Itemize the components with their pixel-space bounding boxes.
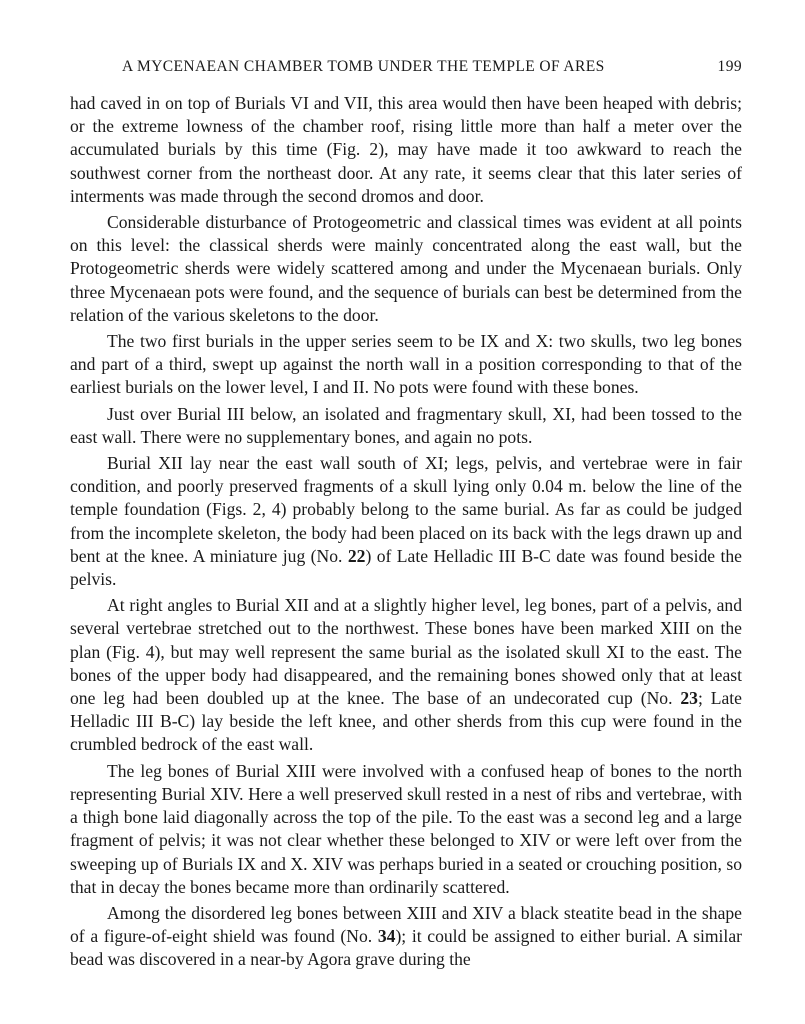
paragraph-text: Just over Burial III below, an isolated and fragmentary skull, XI, had been tossed to the east wall. There were no supplementary bones, and again no pots. (70, 403, 742, 447)
catalog-number: 34 (377, 926, 396, 947)
paragraph (70, 902, 742, 972)
paragraph (70, 211, 742, 327)
paragraph-text: ); it could be assigned to either burial. A similar bead was discovered in a near-by Agora grave during the (70, 926, 742, 970)
paragraph-text: Considerable disturbance of Protogeometric and classical times was evident at all points on this level: the classical sherds were mainly concentrated along the east wall, but the Protogeometric sherds were widely scattered among and under the Mycenaean burials. Only three Mycenaean pots were found, and the sequence of burials can best be determined from the relation of the various skeletons to the door. (70, 212, 742, 325)
page-number: 199 (717, 58, 742, 75)
paragraph (70, 330, 742, 400)
paragraph-text: Among the disordered leg bones between XIII and XIV a black steatite bead in the shape of a figure-of-eight shield was found (No. (70, 902, 742, 947)
paragraph-text: The leg bones of Burial XIII were involved with a confused heap of bones to the north representing Burial XIV. Here a well preserved skull rested in a nest of ribs and vertebrae, with a thigh bone laid diagonally across the top of the pile. To the east was a second leg and a large fragment of pelvis; it was not clear whether these belonged to XIV or were left over from the sweeping up of Burials IX and X. XIV was perhaps buried in a seated or crouching position, so that in decay the bones became more than ordinarily scattered. (70, 760, 742, 897)
catalog-number: 22 (347, 545, 366, 566)
paragraph-text: At right angles to Burial XII and at a slightly higher level, leg bones, part of a pelvis, and several vertebrae stretched out to the northwest. These bones have been marked XIII on the plan (Fig. 4), but may well represent the same burial as the isolated skull XI to the east. The bones of the upper body had disappeared, and the remaining bones showed only that at least one leg had been doubled up at the knee. The base of an undecorated cup (No. (70, 595, 742, 709)
running-title: A MYCENAEAN CHAMBER TOMB UNDER THE TEMPLE OF ARES (122, 58, 605, 75)
paragraph-text: Burial XII lay near the east wall south of XI; legs, pelvis, and vertebrae were in fair condition, and poorly preserved fragments of a skull lying only 0.04 m. below the line of the temple foundation (Figs. 2, 4) probably belong to the same burial. As far as could be judged from the incomplete skeleton, the body had been placed on its back with the legs drawn up and bent at the knee. A miniature jug (No. (70, 453, 742, 566)
paragraph (70, 403, 742, 449)
paragraph (70, 92, 742, 208)
body-text (70, 92, 742, 975)
paragraph-text: The two first burials in the upper series seem to be IX and X: two skulls, two leg bones and part of a third, swept up against the north wall in a position corresponding to that of the earliest burials on the lower level, I and II. No pots were found with these bones. (70, 331, 742, 398)
running-header (70, 58, 742, 80)
paragraph-text: ) of Late Helladic III B-C date was found beside the pelvis. (70, 545, 742, 590)
paragraph (70, 452, 742, 591)
catalog-number: 23 (680, 688, 698, 709)
paragraph-text: ; Late Helladic III B-C) lay beside the left knee, and other sherds from this cup were found in the crumbled bedrock of the east wall. (70, 688, 742, 755)
paragraph-text: had caved in on top of Burials VI and VII, this area would then have been heaped with debris; or the extreme lowness of the chamber roof, rising little more than half a meter over the accumulated burials by this time (Fig. 2), may have made it too awkward to reach the southwest corner from the northeast door. At any rate, it seems clear that this later series of interments was made through the second dromos and door. (70, 93, 742, 206)
paragraph (70, 760, 742, 899)
paragraph (70, 594, 742, 756)
